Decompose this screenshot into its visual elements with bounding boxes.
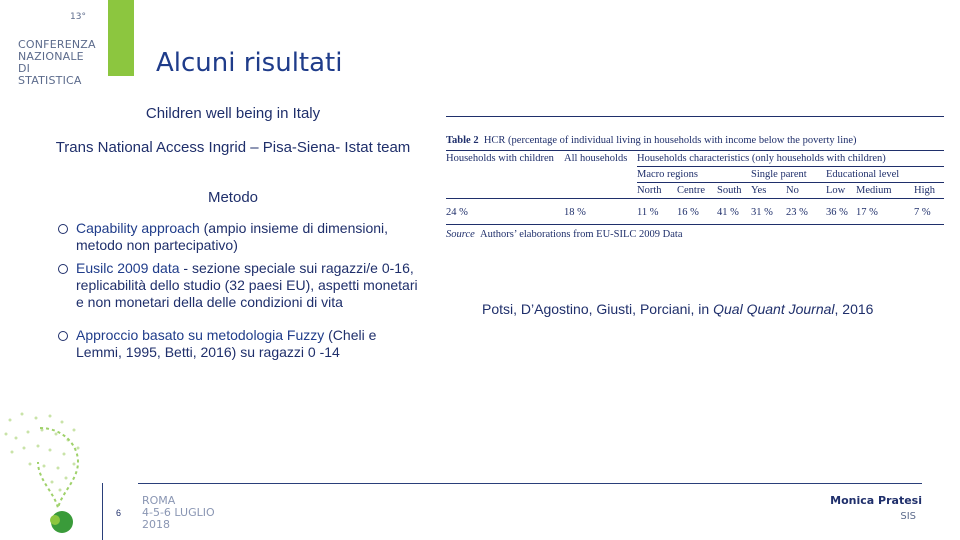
table-source — [446, 225, 944, 240]
logo-number: 13° — [70, 12, 86, 22]
bullet-circle-icon — [58, 264, 68, 274]
page-title: Alcuni risultati — [156, 48, 343, 78]
table-cell: 36 % — [826, 207, 848, 218]
column-header: Yes — [751, 185, 767, 196]
table-source-label: Source — [446, 229, 475, 240]
table-cell: 23 % — [786, 207, 808, 218]
decorative-pin-icon — [0, 408, 100, 540]
table-cell: 11 % — [637, 207, 659, 218]
author-name: Monica Pratesi — [830, 494, 922, 507]
organization: SIS — [900, 511, 916, 522]
bullet-item — [56, 260, 426, 311]
column-header: South — [717, 185, 742, 196]
subgroup-macro-regions: Macro regions — [637, 167, 751, 183]
bullet-text: (Cheli e Lemmi, 1995, Betti, 2016) su ragazzi 0 -14 — [76, 327, 377, 360]
column-header: Centre — [677, 185, 705, 196]
event-line-3: 2018 — [142, 518, 170, 531]
heading-children: Children well being in Italy — [145, 105, 321, 122]
table-caption — [446, 117, 944, 150]
subgroup-educational-level: Educational level — [826, 167, 944, 183]
logo-line-2: NAZIONALE — [18, 50, 84, 63]
bullet-highlight: Approccio basato su metodologia Fuzzy — [76, 327, 325, 343]
bullet-circle-icon — [58, 331, 68, 341]
logo-line-1: CONFERENZA — [18, 38, 96, 51]
bullet-highlight: Eusilc 2009 data — [76, 260, 180, 276]
table-cell: 31 % — [751, 207, 773, 218]
table-cell: 16 % — [677, 207, 699, 218]
accent-bar — [108, 0, 134, 76]
column-header: Medium — [856, 185, 892, 196]
table-cell: 18 % — [564, 207, 586, 218]
logo-line-3: DI STATISTICA — [18, 62, 82, 87]
bullet-highlight: Capability approach — [76, 220, 200, 236]
table-cell: 41 % — [717, 207, 739, 218]
table-cell: 24 % — [446, 207, 468, 218]
table-source-text: Authors’ elaborations from EU-SILC 2009 Data — [480, 229, 683, 240]
citation-suffix: , 2016 — [834, 301, 874, 317]
table-caption-text: HCR (percentage of individual living in households with income below the poverty line) — [483, 135, 857, 146]
footer-divider — [138, 483, 922, 484]
results-table — [446, 116, 944, 240]
citation — [482, 301, 912, 318]
table-header-col1: Households with children — [446, 153, 554, 164]
bullet-circle-icon — [58, 224, 68, 234]
table-header-group: Households characteristics (only households with children) — [637, 151, 944, 167]
bullet-item — [56, 220, 426, 254]
table-caption-label: Table 2 — [446, 135, 479, 146]
table-cell: 17 % — [856, 207, 878, 218]
hcr-table — [446, 151, 944, 225]
event-line-2: 4-5-6 LUGLIO — [142, 506, 215, 519]
bullet-item — [56, 327, 426, 361]
subgroup-single-parent: Single parent — [751, 167, 826, 183]
column-header: No — [786, 185, 799, 196]
method-bullet-list — [56, 220, 426, 367]
citation-journal: Qual Quant Journal — [713, 301, 835, 317]
column-header: North — [637, 185, 662, 196]
bullet-text: (ampio insieme di dimensioni, metodo non partecipativo) — [76, 220, 389, 253]
column-header: Low — [826, 185, 846, 196]
table-header-col2: All households — [564, 153, 628, 164]
event-line-1: ROMA — [142, 494, 176, 507]
citation-prefix: Potsi, D’Agostino, Giusti, Porciani, in — [482, 301, 714, 317]
heading-access: Trans National Access Ingrid – Pisa-Siena- Istat team — [55, 139, 411, 156]
event-logo — [142, 495, 215, 531]
page-number: 6 — [116, 508, 122, 518]
heading-metodo: Metodo — [207, 189, 259, 206]
bullet-text: - sezione speciale sui ragazzi/e 0-16, replicabilità dello studio (32 paesi EU), aspetti monetari e non monetari della delle condizioni di vita — [76, 260, 418, 310]
conference-logo — [18, 12, 96, 87]
column-header: High — [914, 185, 935, 196]
table-cell: 7 % — [914, 207, 931, 218]
